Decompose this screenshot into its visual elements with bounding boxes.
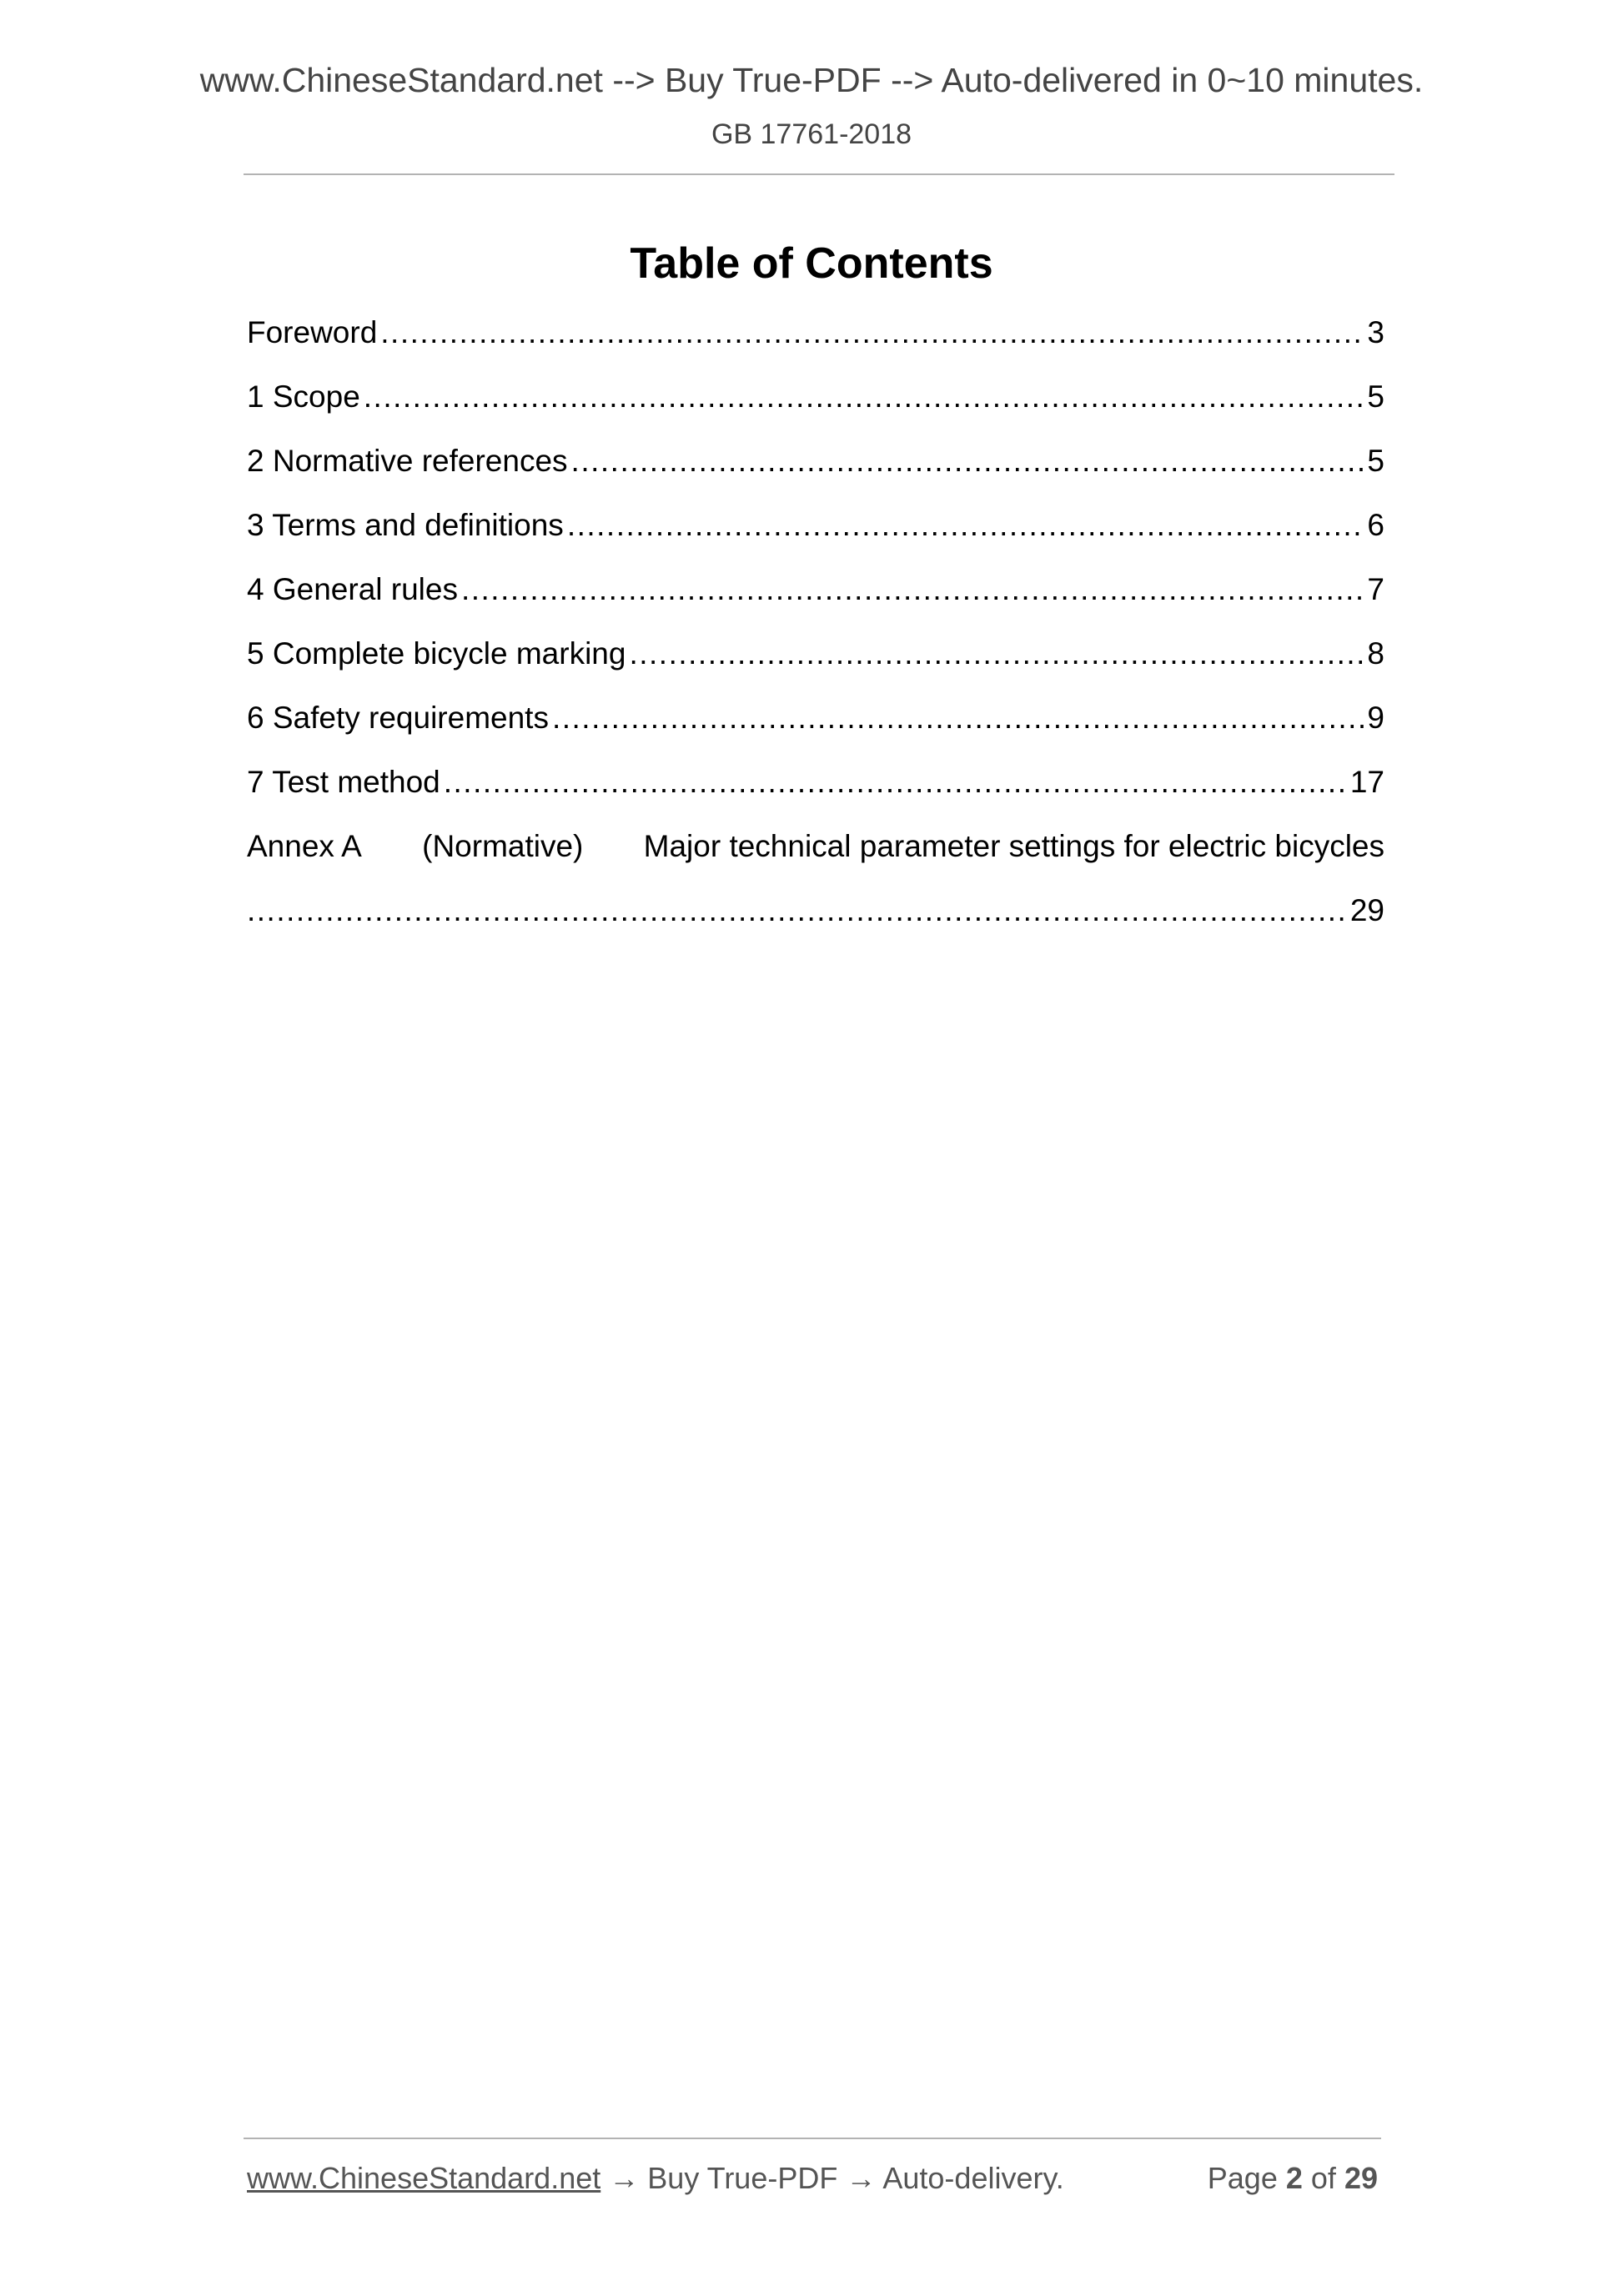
toc-entry-page: 29 [1349,893,1384,927]
toc-entry-label: 1 Scope [247,379,360,414]
toc-entry-label: 6 Safety requirements [247,701,549,735]
toc-entry-page: 3 [1367,315,1384,349]
of-label: of [1310,2161,1336,2195]
dot-leader [552,702,1364,733]
toc-entry-page: 8 [1367,636,1384,671]
toc-entry-label: 2 Normative references [247,444,568,478]
header-banner: www.ChineseStandard.net --> Buy True-PDF --> Auto-delivered in 0~10 minutes. [199,61,1424,99]
page-indicator [1208,2163,1378,2193]
footer-divider [244,2138,1381,2139]
dot-leader [571,445,1364,476]
toc-entry-label: Foreword [247,315,378,349]
dot-leader [380,317,1364,348]
toc-entry-page: 7 [1367,572,1384,606]
annex-title: Major technical parameter settings for electric bicycles [643,829,1384,863]
toc-entry-page: 5 [1367,444,1384,478]
chinesestandard-link[interactable]: www.ChineseStandard.net [247,2161,601,2195]
toc-entry-scope[interactable] [247,381,1384,445]
arrow-right-icon: → [846,2161,877,2195]
dot-leader [567,510,1364,540]
toc-entry-page: 5 [1367,379,1384,414]
arrow-right-icon: → [609,2161,640,2195]
annex-page-line [247,895,1384,959]
dot-leader [444,766,1347,797]
header-divider [244,173,1394,175]
toc-title: Table of Contents [630,239,993,288]
dot-leader [247,895,1347,926]
annex-heading-line [247,831,1384,895]
toc-entry-label: 5 Complete bicycle marking [247,636,626,671]
footer-links [247,2163,1064,2193]
toc-entry-normative-references[interactable] [247,445,1384,510]
toc-entry-page: 17 [1349,765,1384,799]
annex-designation: Annex A [247,829,362,863]
dot-leader [364,381,1364,412]
toc-entry-label: 4 General rules [247,572,458,606]
auto-delivery-text: Auto-delivery. [882,2161,1064,2195]
total-pages-number: 29 [1344,2161,1378,2195]
toc-entry-annex-a[interactable] [247,831,1384,959]
table-of-contents [247,317,1384,959]
toc-entry-terms-and-definitions[interactable] [247,510,1384,574]
standard-code: GB 17761-2018 [711,118,912,150]
toc-entry-general-rules[interactable] [247,574,1384,638]
buy-true-pdf-text: Buy True-PDF [647,2161,838,2195]
page-label: Page [1207,2161,1278,2195]
toc-entry-foreword[interactable] [247,317,1384,381]
dot-leader [461,574,1364,605]
toc-entry-page: 9 [1367,701,1384,735]
toc-entry-safety-requirements[interactable] [247,702,1384,766]
annex-type: (Normative) [422,829,584,863]
toc-entry-complete-bicycle-marking[interactable] [247,638,1384,702]
toc-entry-label: 7 Test method [247,765,440,799]
current-page-number: 2 [1285,2161,1303,2195]
dot-leader [629,638,1364,669]
toc-entry-page: 6 [1367,508,1384,542]
toc-entry-label: 3 Terms and definitions [247,508,564,542]
toc-entry-test-method[interactable] [247,766,1384,831]
